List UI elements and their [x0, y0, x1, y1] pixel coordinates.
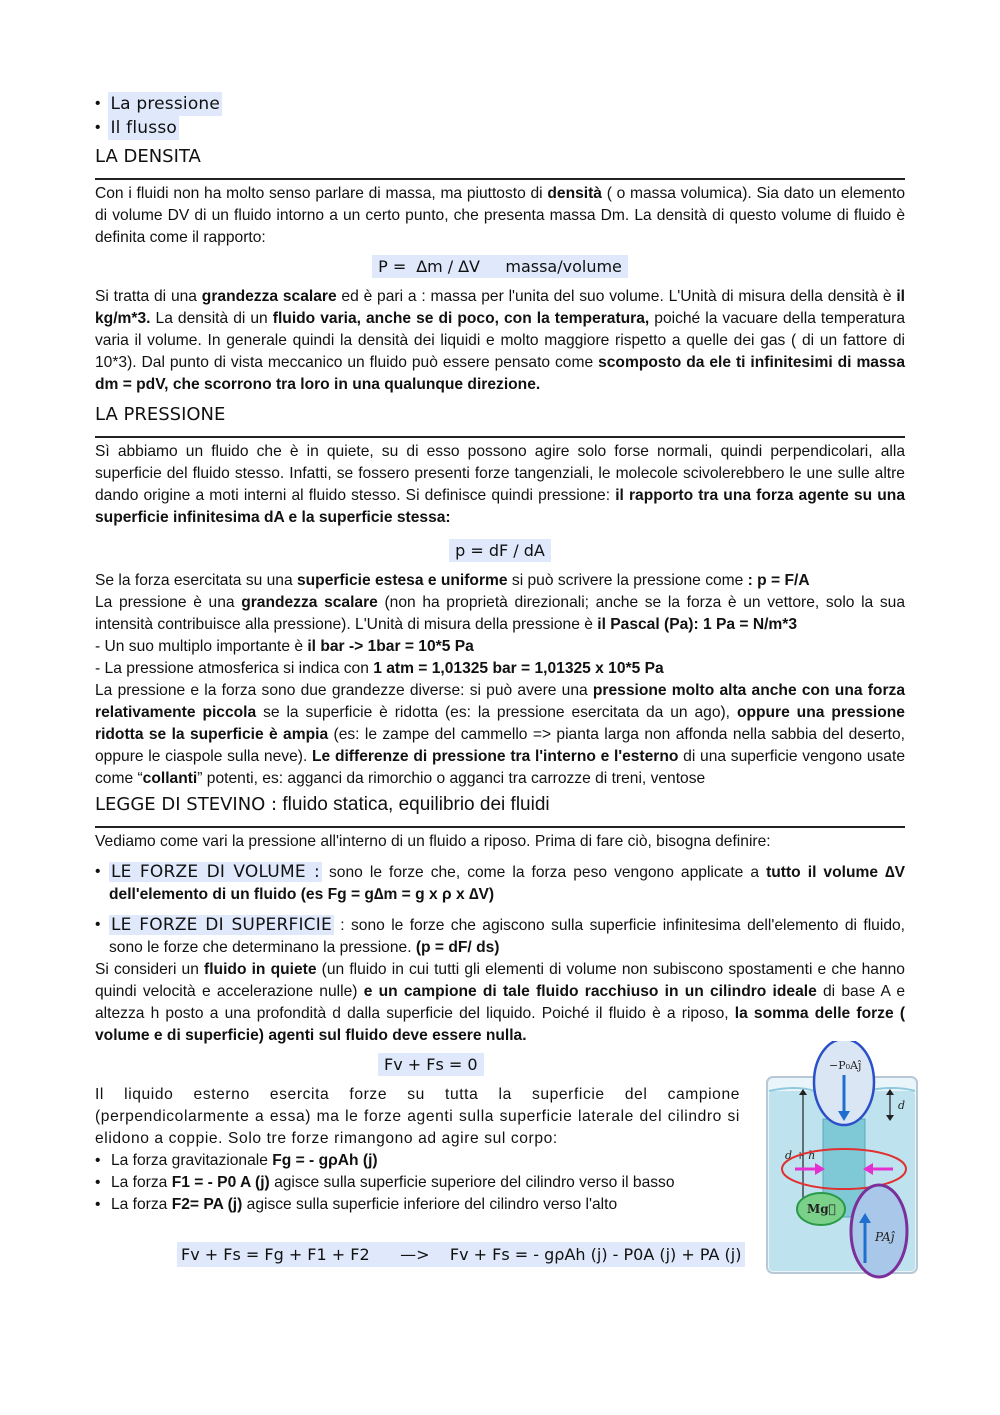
- definitions-list: [95, 861, 905, 959]
- density-formula: P = ∆m / ∆V massa/volume: [372, 255, 628, 278]
- stevino-intro: Vediamo come vari la pressione all'interno di un fluido a riposo. Prima di fare ciò, bisogna definire:: [95, 833, 771, 850]
- top-force-label: −P₀Aĵ: [829, 1059, 862, 1072]
- divider: [95, 818, 905, 828]
- d-label: d: [898, 1099, 906, 1112]
- list-item: • La forza F1 = - P0 A (j) agisce sulla superficie superiore del cilindro verso il basso: [95, 1174, 675, 1191]
- section-heading-pressione: LA PRESSIONE: [95, 404, 226, 425]
- dh-label: d + h: [785, 1149, 816, 1162]
- list-item: • LE FORZE DI SUPERFICIE : sono le forze che agiscono sulla superficie infinitesima dell'elemento di fluido, sono le forze che determinano la pressione. (p = dF/ ds): [95, 915, 905, 956]
- list-item: • La forza gravitazionale Fg = - gρAh (j): [95, 1152, 378, 1169]
- densita-paragraph-1: Con i fluidi non ha molto senso parlare di massa, ma piuttosto di densità ( o massa volumica). Sia dato un elemento di volume DV di un fluido intorno a un certo punto, che presenta massa Dm. La densità di questo volume di fluido è definita come il rapporto:: [95, 185, 906, 246]
- forces-sum-formula: Fv + Fs = Fg + F1 + F2 —> Fv + Fs = - gρAh (j) - P0A (j) + PA (j): [177, 1242, 745, 1267]
- top-list: [95, 92, 905, 140]
- pressione-line-1: Se la forza esercitata su una superficie estesa e uniforme si può scrivere la pressione come : p = F/A: [95, 572, 810, 589]
- lower-text: [95, 1084, 740, 1216]
- lower-section: [95, 1053, 905, 1267]
- divider: [95, 428, 905, 438]
- page-content: [95, 92, 905, 1267]
- pressione-line-2: La pressione è una grandezza scalare (non ha proprietà direzionali; anche se la forza è un vettore, solo la sua intensità contribuisce alla pressione). L'Unità di misura della pressione è il Pascal (Pa): 1 Pa = N/m*3: [95, 594, 905, 633]
- stevino-paragraph-1: Si consideri un fluido in quiete (un fluido in cui tutti gli elementi di volume non subiscono spostamenti e che hanno quindi velocità e accelerazione nulle) e un campione di tale fluido racchiuso in un cilindro ideale di base A e altezza h posto a una profondità d dalla superficie del liquido. Poiché il fluido è a riposo, la somma delle forze ( volume e di superficie) agenti sul fluido deve essere nulla.: [95, 961, 906, 1044]
- pressione-paragraph-1: Sì abbiamo un fluido che è in quiete, su di esso possono agire solo forse normali, quindi perpendicolari, alla superficie del fluido stesso. Infatti, se fossero presenti forze tangenziali, le molecole scivolerebbero le une sulle altre dando origine a moti interni al fluido stesso. Si definisce quindi pressione: il rapporto tra una forza agente su una superficie infinitesima dA e la superficie stessa:: [95, 443, 905, 526]
- weight-label: Mg⃗: [807, 1202, 836, 1216]
- list-item: • LE FORZE DI VOLUME : sono le forze che, come la forza peso vengono applicate a tutto il volume ∆V dell'elemento di un fluido (es Fg = g∆m = g x ρ x ∆V): [95, 862, 905, 903]
- divider: [95, 170, 905, 180]
- pressione-line-3: - Un suo multiplo importante è il bar -> 1bar = 10*5 Pa: [95, 638, 474, 655]
- bottom-force-label: PAĵ: [875, 1230, 895, 1244]
- pressione-line-5: La pressione e la forza sono due grandezze diverse: si può avere una pressione molto alta anche con una forza relativamente piccola se la superficie è ridotta (es: la pressione esercitata da un ago), oppure una pressione ridotta se la superficie è ampia (es: le zampe del cammello => pianta larga non affonda nella sabbia del deserto, oppure le ciaspole sulla neve). Le differenze di pressione tra l'interno e l'esterno di una superficie vengono usate come “collanti” potenti, es: agganci da rimorchio o agganci tra carrozze di treni, ventose: [95, 682, 906, 787]
- list-item: • La forza F2= PA (j) agisce sulla superficie inferiore del cilindro verso l'alto: [95, 1196, 618, 1213]
- stevino-paragraph-2: Il liquido esterno esercita forze su tutta la superficie del campione (perpendicolarmente a essa) ma le forze agenti sulla superficie laterale del cilindro si elidono a coppie. Solo tre forze rimangono ad agire sul corpo:: [95, 1086, 740, 1147]
- list-item: • La pressione: [95, 94, 221, 114]
- equilibrium-formula: Fv + Fs = 0: [378, 1053, 484, 1076]
- section-heading-stevino: LEGGE DI STEVINO : fluido statica, equilibrio dei fluidi: [95, 794, 550, 815]
- cylinder-figure: [755, 1041, 925, 1281]
- pressure-formula: p = dF / dA: [449, 539, 551, 562]
- list-item: • Il flusso: [95, 118, 177, 138]
- densita-paragraph-2: Si tratta di una grandezza scalare ed è pari a : massa per l'unita del suo volume. L'Unità di misura della densità è il kg/m*3. La densità di un fluido varia, anche se di poco, con la temperatura, poiché la vacuare della temperatura varia il volume. In generale quindi la densità dei liquidi e molto maggiore rispetto a quelle dei gas ( di un fattore di 10*3). Dal punto di vista meccanico un fluido può essere pensato come scomposto da ele ti infinitesimi di massa dm = pdV, che scorrono tra loro in una qualunque direzione.: [95, 288, 905, 393]
- section-heading-densita: LA DENSITA: [95, 146, 201, 167]
- pressione-line-4: - La pressione atmosferica si indica con 1 atm = 1,01325 bar = 1,01325 x 10*5 Pa: [95, 660, 664, 677]
